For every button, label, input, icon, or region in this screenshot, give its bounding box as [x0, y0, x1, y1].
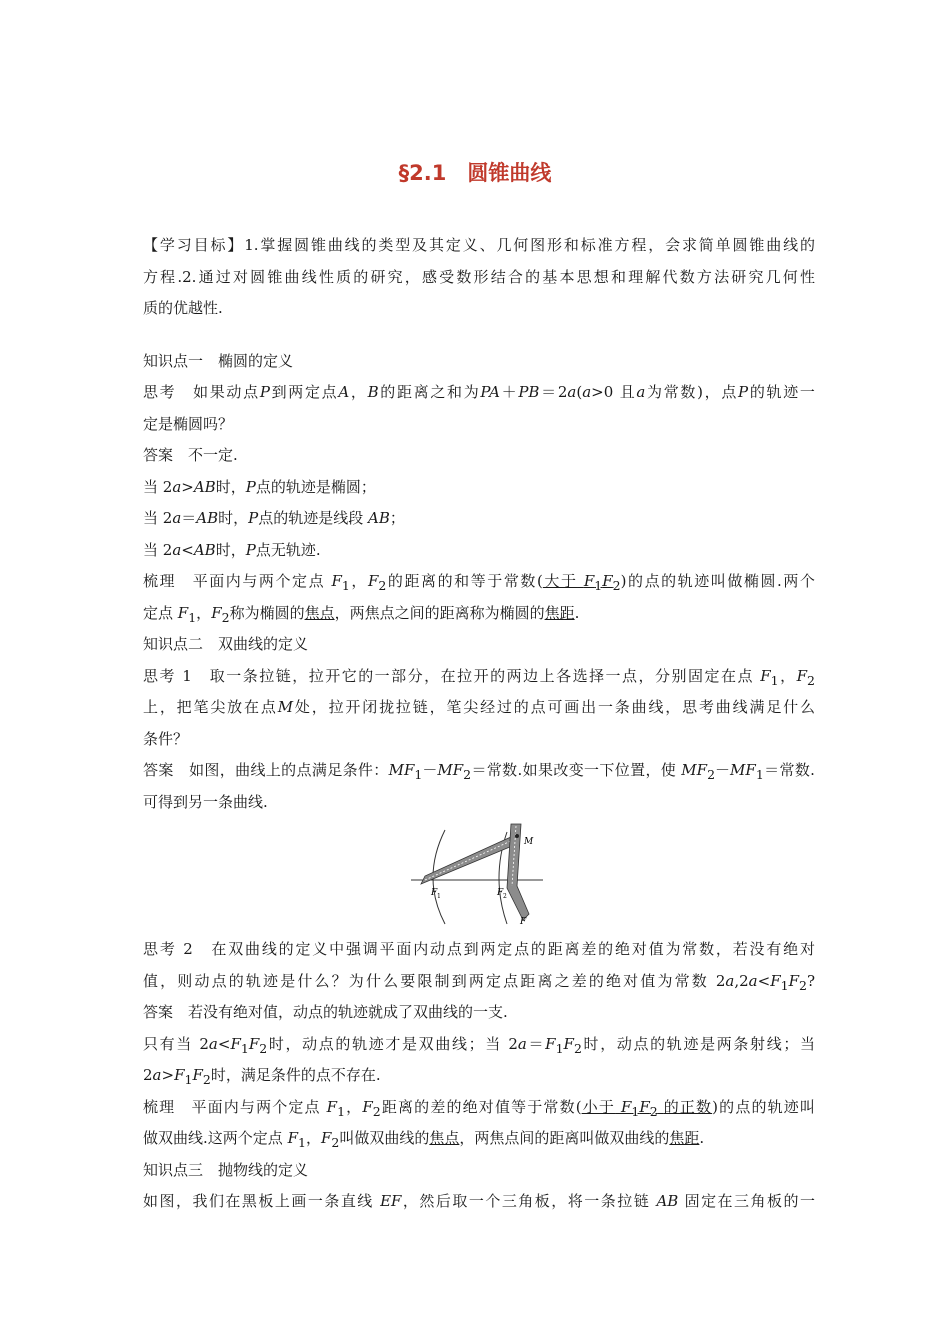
answer2-line-2: 只有当 $2a<F_1F_2$时，动点的轨迹才是双曲线；当 $2a=F_1F_2$时，动点的轨迹是两条射线；当: [143, 1034, 815, 1056]
summary-ellipse-line-2: 定点 $F_1$，$F_2$称为椭圆的焦点，两焦点之间的距离称为椭圆的焦距.: [143, 603, 580, 625]
label-F2: F: [497, 888, 504, 898]
parabola-line-1: 如图，我们在黑板上画一条直线 EF，然后取一个三角板，将一条拉链 AB 固定在三角板的一: [143, 1192, 815, 1210]
case-ellipse-1: 当 2a>AB时，P点的轨迹是椭圆；: [143, 477, 376, 496]
zipper-hyperbola-figure: [143, 820, 815, 928]
objectives-line-1: 【学习目标】1.掌握圆锥曲线的类型及其定义、几何图形和标准方程，会求简单圆锥曲线的: [143, 236, 815, 254]
think1-line-3: 条件？: [143, 729, 189, 748]
case-ellipse-2: 当 2a＝AB时，P点的轨迹是线段 AB；: [143, 509, 405, 527]
answer1-line-1: 答案 如图，曲线上的点满足条件：$MF_1-MF_2=$常数.如果改变一下位置，使 $MF_2-MF_1=$常数.: [143, 761, 815, 782]
label-F: F: [520, 917, 527, 926]
think1-line-2: 上，把笔尖放在点M处，拉开闭拢拉链，笔尖经过的点可画出一条曲线，思考曲线满足什么: [143, 698, 815, 716]
answer-ellipse: 答案 不一定.: [143, 446, 238, 464]
objectives-line-3: 质的优越性.: [143, 299, 223, 317]
document-body: [143, 230, 815, 1218]
summary-hyperbola-line-2: 做双曲线.这两个定点 $F_1$，$F_2$叫做双曲线的焦点，两焦点间的距离叫做双曲线的焦距.: [143, 1129, 705, 1150]
pen-tip-point: [515, 834, 519, 838]
svg-text:1: 1: [437, 893, 441, 900]
objectives-line-2: 方程.2.通过对圆锥曲线性质的研究，感受数形结合的基本思想和理解代数方法研究几何性: [143, 267, 815, 286]
answer2-line-1: 答案 若没有绝对值，动点的轨迹就成了双曲线的一支.: [143, 1003, 508, 1021]
answer1-line-2: 可得到另一条曲线.: [143, 792, 268, 811]
label-M: M: [524, 837, 534, 847]
think2-line-2: 值，则动点的轨迹是什么？为什么要限制到两定点距离之差的绝对值为常数 $2a,2a<F_1F_2$?: [143, 971, 815, 993]
think-ellipse-line-2: 定是椭圆吗？: [143, 414, 234, 433]
think2-line-1: 思考 2 在双曲线的定义中强调平面内动点到两定点的距离差的绝对值为常数，若没有绝对: [143, 940, 815, 958]
page-title: §2.1 圆锥曲线: [398, 161, 552, 185]
zipper-figure-drawing: [407, 820, 547, 926]
answer2-line-3: $2a>F_1F_2$时，满足条件的点不存在.: [143, 1066, 381, 1087]
label-F1: F: [431, 888, 438, 898]
section-heading-hyperbola: 知识点二 双曲线的定义: [143, 635, 309, 653]
think1-line-1: 思考 1 取一条拉链，拉开它的一部分，在拉开的两边上各选择一点，分别固定在点 $F_1$，$F_2$: [143, 666, 815, 688]
section-heading-ellipse: 知识点一 椭圆的定义: [143, 351, 294, 370]
summary-hyperbola-line-1: 梳理 平面内与两个定点 $F_1$，$F_2$距离的差的绝对值等于常数(小于 $F_1F_2$ 的正数)的点的轨迹叫: [143, 1097, 815, 1119]
svg-text:2: 2: [503, 893, 507, 900]
objectives-label: 【学习目标】: [143, 236, 245, 254]
case-ellipse-3: 当 2a<AB时，P点无轨迹.: [143, 540, 321, 559]
section-heading-parabola: 知识点三 抛物线的定义: [143, 1160, 309, 1179]
summary-ellipse-line-1: 梳理 平面内与两个定点 $F_1$，$F_2$的距离的和等于常数(大于 $F_1F_2$)的点的轨迹叫做椭圆.两个: [143, 572, 815, 593]
think-ellipse-line-1: 思考 如果动点P到两定点A，B的距离之和为PA＋PB＝2a(a>0 且a为常数)，点P的轨迹一: [143, 383, 815, 401]
